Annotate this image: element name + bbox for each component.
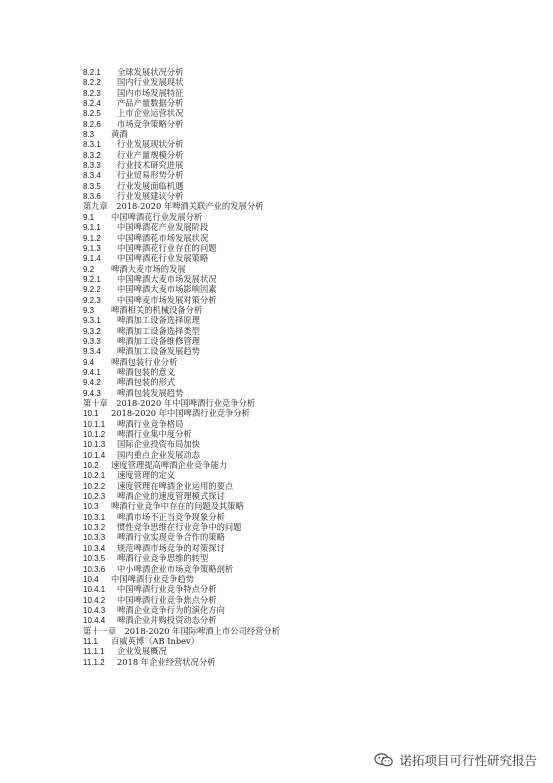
toc-entry (83, 532, 523, 542)
toc-number: 10.1.3 (83, 440, 106, 450)
toc-number: 9.1.4 (83, 254, 101, 264)
toc-title: 啤酒加工设备选择类型 (117, 325, 200, 336)
toc-title: 啤酒行业实现竞争合作的策略 (117, 532, 225, 543)
table-of-contents (83, 67, 523, 667)
toc-title: 啤酒包装的形式 (117, 377, 176, 388)
toc-title: 中国啤酒花行业存在的问题 (117, 242, 217, 253)
toc-entry (83, 646, 523, 656)
toc-title: 啤酒行业竞争思维的转型 (117, 553, 209, 564)
toc-number: 10.4.1 (83, 585, 106, 595)
toc-number: 10.1.1 (83, 419, 106, 429)
toc-entry (83, 233, 523, 243)
toc-title: 中国啤酒大麦市场影响因素 (117, 284, 217, 295)
toc-title: 中国啤酒花市场发展状况 (117, 232, 209, 243)
toc-title: 行业发展现状分析 (117, 139, 184, 150)
toc-entry (83, 564, 523, 574)
toc-entry (83, 408, 523, 418)
toc-title: 啤酒加工设备选择原理 (117, 315, 200, 326)
toc-number: 10.2.2 (83, 481, 106, 491)
toc-number: 9.3.4 (83, 347, 101, 357)
toc-entry (83, 357, 523, 367)
toc-number: 10.3.6 (83, 564, 106, 574)
toc-title: 中小啤酒企业市场竞争策略剖析 (117, 563, 234, 574)
toc-title: 国内市场发展特征 (117, 87, 184, 98)
toc-entry (83, 295, 523, 305)
toc-number: 10.3 (83, 502, 99, 512)
toc-entry (83, 150, 523, 160)
toc-title: 中国啤麦市场发展对策分析 (117, 294, 217, 305)
toc-number: 10.1.4 (83, 450, 106, 460)
toc-title: 中国啤酒行业竞争特点分析 (117, 584, 217, 595)
toc-title: 规范啤酒市场竞争的对策探讨 (117, 542, 225, 553)
chapter-heading (83, 626, 523, 636)
toc-number: 10.4.2 (83, 595, 106, 605)
toc-number: 8.3.3 (83, 161, 101, 171)
toc-number: 10.3.5 (83, 554, 106, 564)
toc-number: 10.1 (83, 409, 99, 419)
toc-number: 9.1.2 (83, 233, 101, 243)
toc-title: 速度管理在啤酒企业运用的要点 (117, 480, 234, 491)
toc-title: 2018 年企业经营状况分析 (117, 656, 216, 667)
toc-entry (83, 315, 523, 325)
toc-entry (83, 470, 523, 480)
chapter-heading (83, 398, 523, 408)
toc-entry (83, 615, 523, 625)
toc-title: 中国啤酒花产业发展阶段 (117, 222, 209, 233)
toc-number: 10.1.2 (83, 430, 106, 440)
toc-entry (83, 460, 523, 470)
toc-title: 中国啤酒行业竞争趋势 (111, 573, 194, 584)
toc-entry (83, 108, 523, 118)
toc-entry (83, 501, 523, 511)
toc-title: 企业发展概况 (117, 646, 167, 657)
wechat-icon (374, 753, 394, 767)
toc-number: 9.1.3 (83, 243, 101, 253)
toc-number: 9.3.3 (83, 336, 101, 346)
toc-number: 9.2.2 (83, 285, 101, 295)
toc-entry (83, 388, 523, 398)
toc-title: 啤酒行业集中度分析 (117, 429, 192, 440)
toc-number: 8.3.6 (83, 192, 101, 202)
toc-number: 10.3.2 (83, 523, 106, 533)
toc-title: 啤酒企业的速度管理模式探讨 (117, 491, 225, 502)
toc-entry (83, 481, 523, 491)
toc-title: 啤酒行业竞争中存在的问题及其策略 (111, 501, 244, 512)
toc-title: 啤酒大麦市场的发展 (111, 263, 186, 274)
toc-title: 全球发展状况分析 (117, 67, 184, 77)
toc-title: 2018-2020 年中国啤酒行业竞争分析 (111, 408, 250, 419)
toc-number: 11.1.1 (83, 647, 105, 657)
toc-number: 9.4 (83, 357, 95, 367)
toc-title: 啤酒包装行业分析 (111, 356, 178, 367)
toc-title: 行业技术研究进展 (117, 160, 184, 171)
toc-entry (83, 450, 523, 460)
toc-number: 9.2.1 (83, 274, 101, 284)
toc-title: 啤酒行业竞争格局 (117, 418, 184, 429)
toc-entry (83, 657, 523, 667)
toc-entry (83, 212, 523, 222)
toc-entry (83, 522, 523, 532)
toc-number: 8.2.1 (83, 68, 101, 77)
toc-number: 8.2.5 (83, 109, 101, 119)
toc-number: 10.4.4 (83, 616, 106, 626)
toc-entry (83, 88, 523, 98)
toc-entry (83, 160, 523, 170)
toc-title: 啤酒企业并购投资动态分析 (117, 615, 217, 626)
toc-title: 中国啤酒花行业发展分析 (111, 211, 203, 222)
toc-entry (83, 377, 523, 387)
toc-number: 9.4.3 (83, 388, 101, 398)
toc-entry (83, 553, 523, 563)
toc-title: 行业发展面临机遇 (117, 180, 184, 191)
toc-entry (83, 636, 523, 646)
toc-title: 国内重点企业发展动态 (117, 449, 200, 460)
toc-title: 啤酒市场不正当竞争现象分析 (117, 511, 225, 522)
toc-number: 9.2 (83, 264, 95, 274)
toc-number: 10.4 (83, 574, 99, 584)
toc-number: 11.1.2 (83, 657, 105, 667)
toc-number: 9.4.2 (83, 378, 101, 388)
toc-number: 10.2 (83, 461, 99, 471)
toc-entry (83, 326, 523, 336)
toc-title: 行业产量规模分析 (117, 149, 184, 160)
toc-title: 啤酒加工设备发展趋势 (117, 346, 200, 357)
toc-title: 第九章 2018-2020 年啤酒关联产业的发展分析 (83, 201, 264, 212)
toc-title: 市场竞争策略分析 (117, 118, 184, 129)
toc-title: 中国啤酒大麦市场发展状况 (117, 273, 217, 284)
toc-entry (83, 305, 523, 315)
toc-title: 啤酒相关的机械设备分析 (111, 304, 203, 315)
toc-title: 第十章 2018-2020 年中国啤酒行业竞争分析 (83, 398, 256, 408)
toc-entry (83, 346, 523, 356)
toc-title: 速度管理的定义 (117, 470, 176, 481)
toc-title: 上市企业运营状况 (117, 108, 184, 119)
toc-entry (83, 264, 523, 274)
toc-title: 行业发展建议分析 (117, 191, 184, 202)
toc-entry (83, 253, 523, 263)
toc-number: 8.3.2 (83, 150, 101, 160)
toc-entry (83, 336, 523, 346)
toc-number: 8.3.1 (83, 140, 101, 150)
toc-entry (83, 181, 523, 191)
toc-title: 速度管理提高啤酒企业竞争能力 (111, 460, 228, 471)
toc-entry (83, 274, 523, 284)
toc-number: 9.1 (83, 212, 95, 222)
toc-entry (83, 429, 523, 439)
toc-number: 10.3.4 (83, 543, 106, 553)
toc-number: 9.2.3 (83, 295, 101, 305)
toc-number: 8.3.4 (83, 171, 101, 181)
toc-number: 10.2.1 (83, 471, 106, 481)
toc-number: 8.2.6 (83, 119, 101, 129)
toc-entry (83, 67, 523, 77)
toc-entry (83, 543, 523, 553)
toc-title: 产品产量数据分析 (117, 98, 184, 109)
toc-entry (83, 491, 523, 501)
toc-title: 惯性竞争思维在行业竞争中的问题 (117, 522, 242, 533)
toc-entry (83, 284, 523, 294)
toc-number: 9.3 (83, 305, 95, 315)
toc-number: 8.3.5 (83, 181, 101, 191)
toc-entry (83, 584, 523, 594)
toc-title: 百威英博（AB Inbev） (111, 635, 200, 646)
toc-number: 9.3.2 (83, 326, 101, 336)
toc-title: 啤酒包装发展趋势 (117, 387, 184, 398)
toc-title: 啤酒企业竞争行为的演化方向 (117, 604, 225, 615)
toc-title: 第十一章 2018-2020 年国际啤酒上市公司经营分析 (83, 625, 281, 636)
toc-number: 10.3.1 (83, 512, 106, 522)
toc-title: 啤酒包装的意义 (117, 366, 176, 377)
toc-title: 啤酒加工设备维修管理 (117, 335, 200, 346)
toc-title: 国内行业发展现状 (117, 77, 184, 88)
toc-number: 8.2.2 (83, 78, 101, 88)
toc-number: 10.4.3 (83, 605, 106, 615)
toc-entry (83, 595, 523, 605)
toc-number: 9.4.1 (83, 367, 101, 377)
toc-entry (83, 98, 523, 108)
toc-entry (83, 222, 523, 232)
toc-number: 9.1.1 (83, 223, 101, 233)
toc-title: 黄酒 (111, 129, 128, 140)
toc-entry (83, 139, 523, 149)
toc-entry (83, 129, 523, 139)
toc-entry (83, 419, 523, 429)
toc-entry (83, 243, 523, 253)
toc-entry (83, 605, 523, 615)
toc-entry (83, 512, 523, 522)
toc-title: 国际企业投资布局加快 (117, 439, 200, 450)
footer-watermark (374, 751, 537, 769)
toc-entry (83, 77, 523, 87)
toc-number: 10.3.3 (83, 533, 106, 543)
toc-entry (83, 439, 523, 449)
toc-entry (83, 119, 523, 129)
toc-entry (83, 367, 523, 377)
toc-number: 10.2.3 (83, 492, 106, 502)
toc-number: 9.3.1 (83, 316, 101, 326)
chapter-heading (83, 201, 523, 211)
footer-text: 诺拓项目可行性研究报告 (399, 753, 537, 768)
toc-number: 8.3 (83, 130, 95, 140)
toc-title: 中国啤酒行业竞争焦点分析 (117, 594, 217, 605)
toc-entry (83, 170, 523, 180)
toc-entry (83, 574, 523, 584)
toc-number: 11.1 (83, 636, 98, 646)
toc-entry (83, 191, 523, 201)
toc-number: 8.2.3 (83, 88, 101, 98)
toc-number: 8.2.4 (83, 99, 101, 109)
toc-title: 行业贸易形势分析 (117, 170, 184, 181)
toc-title: 中国啤酒花行业发展策略 (117, 253, 209, 264)
